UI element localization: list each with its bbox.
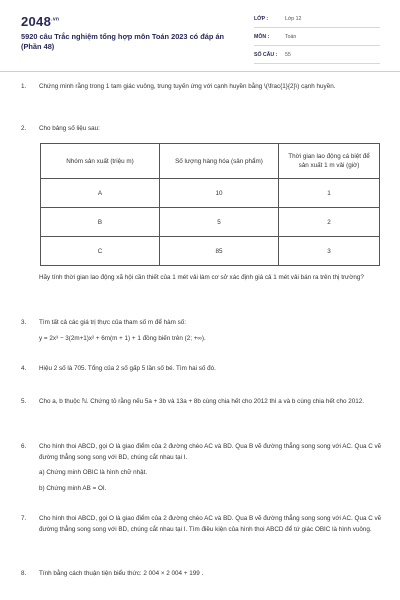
table-cell: A [41,179,160,208]
meta-row-class [254,14,380,28]
table-header-cell: Số lượng hàng hóa (sản phẩm) [160,144,279,179]
meta-key-class: LỚP : [254,16,269,22]
question-text: Hãy tính thời gian lao động xã hội cần thiết của 1 mét vải làm cơ sở xác định giá cả 1 mét vải bán ra trên thị trường? [39,274,364,281]
table-cell: 10 [160,179,279,208]
question-text: Tìm tất cả các giá trị thực của tham số m để hàm số: [39,319,186,326]
question-text: Tính bằng cách thuận tiện biểu thức: 2 004 × 2 004 + 199 . [39,570,204,577]
meta-key-subject: MÔN : [254,34,270,40]
header [0,0,400,70]
logo[interactable] [21,14,59,29]
meta-key-count: SỐ CÂU : [254,52,278,58]
header-divider [0,71,400,72]
question-subpart: a) Chứng minh OBIC là hình chữ nhật. [39,469,148,476]
logo-suffix: .vn [51,16,60,23]
meta-value-count: 55 [285,52,291,58]
logo-text: 2048 [21,14,52,29]
question-number: 1. [21,83,27,90]
question-number: 5. [21,398,27,405]
question-number: 8. [21,570,27,577]
table-row [41,237,380,266]
table-header-row [41,144,380,179]
table-header-cell: Thời gian lao động cá biệt để sản xuất 1 m vải (giờ) [279,144,380,179]
formula: y = 2x³ − 3(2m+1)x² + 6m(m + 1) + 1 đồng biến trên (2; +∞). [39,335,206,342]
question-number: 3. [21,319,27,326]
table-cell: 1 [279,179,380,208]
meta-panel [254,14,380,68]
table-cell: B [41,208,160,237]
table-cell: C [41,237,160,266]
table-cell: 2 [279,208,380,237]
question-number: 2. [21,125,27,132]
meta-value-class: Lớp 12 [285,16,302,22]
meta-row-count [254,50,380,64]
table-cell: 3 [279,237,380,266]
question-subpart: b) Chứng minh AB = OI. [39,485,107,492]
question-text: Cho hình thoi ABCD, gọi O là giao điểm của 2 đường chéo AC và BD. Qua B vẽ đường thẳng song song với AC. Qua C vẽ đường thẳng song song với BD, chúng cắt nhau tại I. Tìm điều kiện của hình thoi ABCD để tứ giác OBIC là hình vuông. [39,515,382,533]
question-text: Hiệu 2 số là 705. Tổng của 2 số gấp 5 lần số bé. Tìm hai số đó. [39,365,216,372]
question-text: Cho hình thoi ABCD, gọi O là giao điểm của 2 đường chéo AC và BD. Qua B vẽ đường thẳng song song với AC. Qua C vẽ đường thẳng song song với BD, chúng cắt nhau tại I. [39,443,382,461]
meta-value-subject: Toán [285,34,297,40]
table-header-cell: Nhóm sản xuất (triệu m) [41,144,160,179]
question-number: 6. [21,443,27,450]
table-row [41,179,380,208]
question-text: Cho a, b thuộc ℕ. Chứng tỏ rằng nếu 5a + 3b và 13a + 8b cùng chia hết cho 2012 thì a và b cùng chia hết cho 2012. [39,398,365,405]
question-text: Chứng minh rằng trong 1 tam giác vuông, trung tuyến ứng với cạnh huyền bằng \(\frac{1}{2}\) cạnh huyền. [39,83,336,90]
table-cell: 85 [160,237,279,266]
data-table [40,143,380,266]
meta-row-subject [254,32,380,46]
table-row [41,208,380,237]
table-cell: 5 [160,208,279,237]
document-title: 5920 câu Trắc nghiệm tổng hợp môn Toán 2023 có đáp án (Phần 48) [21,32,225,51]
question-number: 4. [21,365,27,372]
question-number: 7. [21,515,27,522]
question-text: Cho bảng số liệu sau: [39,125,100,132]
